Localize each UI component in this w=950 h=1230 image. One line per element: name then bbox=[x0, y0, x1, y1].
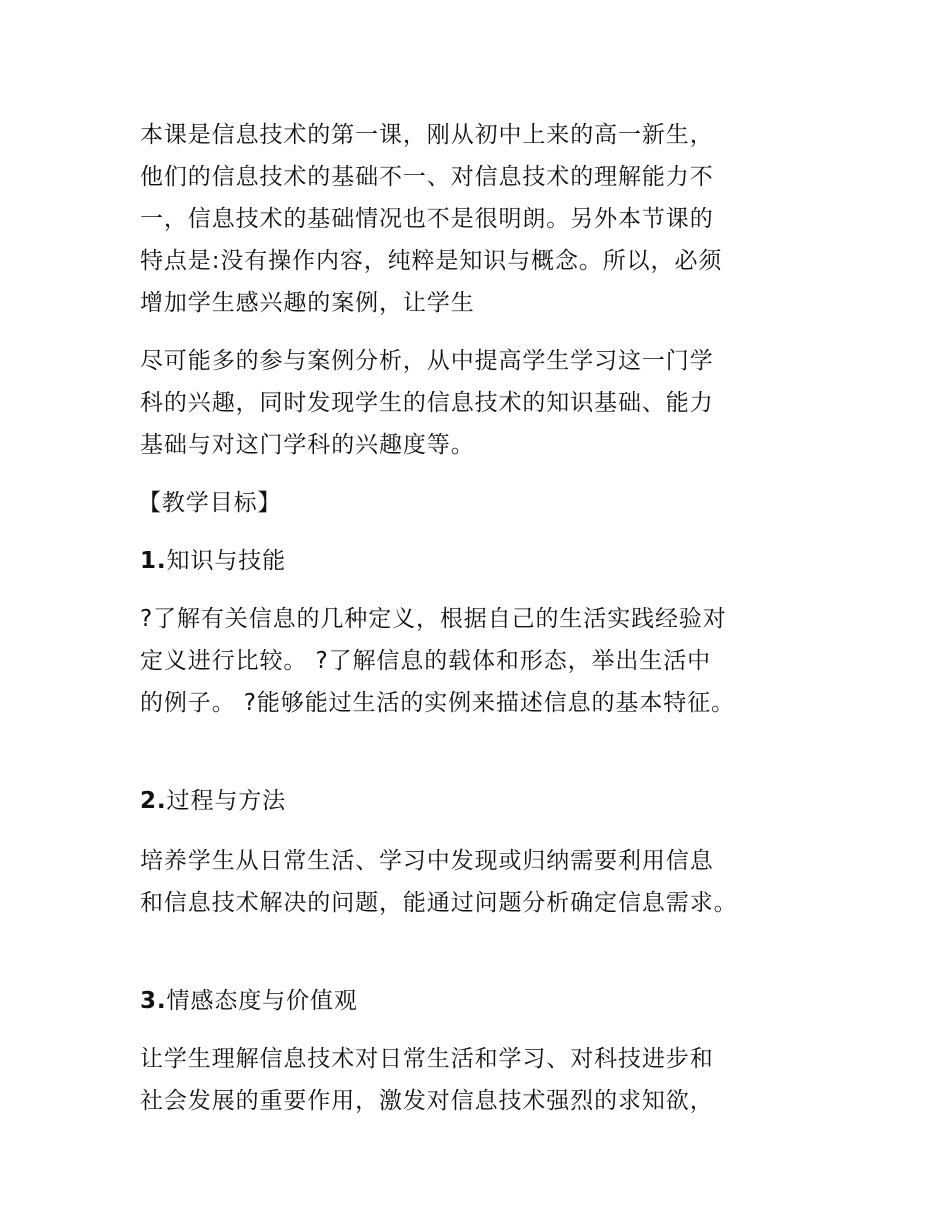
section2-number: 2. bbox=[140, 788, 167, 814]
section3-number: 3. bbox=[140, 988, 167, 1014]
section3-line: 让学生理解信息技术对日常生活和学习、对科技进步和 bbox=[140, 1046, 714, 1072]
intro-line: 增加学生感兴趣的案例，让学生 bbox=[140, 290, 475, 316]
section2-title: 过程与方法 bbox=[166, 788, 287, 814]
intro-line: 一，信息技术的基础情况也不是很明朗。另外本节课的 bbox=[140, 206, 714, 232]
section1-line: 的例子。 ?能够能过生活的实例来描述信息的基本特征。 bbox=[140, 690, 735, 716]
intro-line: 特点是:没有操作内容，纯粹是知识与概念。所以，必须 bbox=[140, 248, 723, 274]
section1-number: 1. bbox=[140, 548, 167, 574]
intro-line: 他们的信息技术的基础不一、对信息技术的理解能力不 bbox=[140, 164, 714, 190]
section3-title: 情感态度与价值观 bbox=[166, 988, 358, 1014]
section3-heading bbox=[140, 986, 358, 1016]
section2-heading bbox=[140, 786, 286, 816]
section1-line: ?了解有关信息的几种定义，根据自己的生活实践经验对 bbox=[140, 606, 727, 632]
section3-line: 社会发展的重要作用，激发对信息技术强烈的求知欲， bbox=[140, 1088, 714, 1114]
section2-line: 和信息技术解决的问题，能通过问题分析确定信息需求。 bbox=[140, 890, 738, 916]
analysis-line: 基础与对这门学科的兴趣度等。 bbox=[140, 432, 475, 458]
section1-title: 知识与技能 bbox=[166, 548, 287, 574]
section1-line: 定义进行比较。 ?了解信息的载体和形态，举出生活中 bbox=[140, 648, 712, 674]
intro-line: 本课是信息技术的第一课，刚从初中上来的高一新生， bbox=[140, 122, 714, 148]
analysis-line: 科的兴趣，同时发现学生的信息技术的知识基础、能力 bbox=[140, 390, 714, 416]
analysis-line: 尽可能多的参与案例分析，从中提高学生学习这一门学 bbox=[140, 348, 714, 374]
section1-heading bbox=[140, 546, 286, 576]
section2-line: 培养学生从日常生活、学习中发现或归纳需要利用信息 bbox=[140, 848, 714, 874]
objectives-heading: 【教学目标】 bbox=[138, 490, 282, 516]
